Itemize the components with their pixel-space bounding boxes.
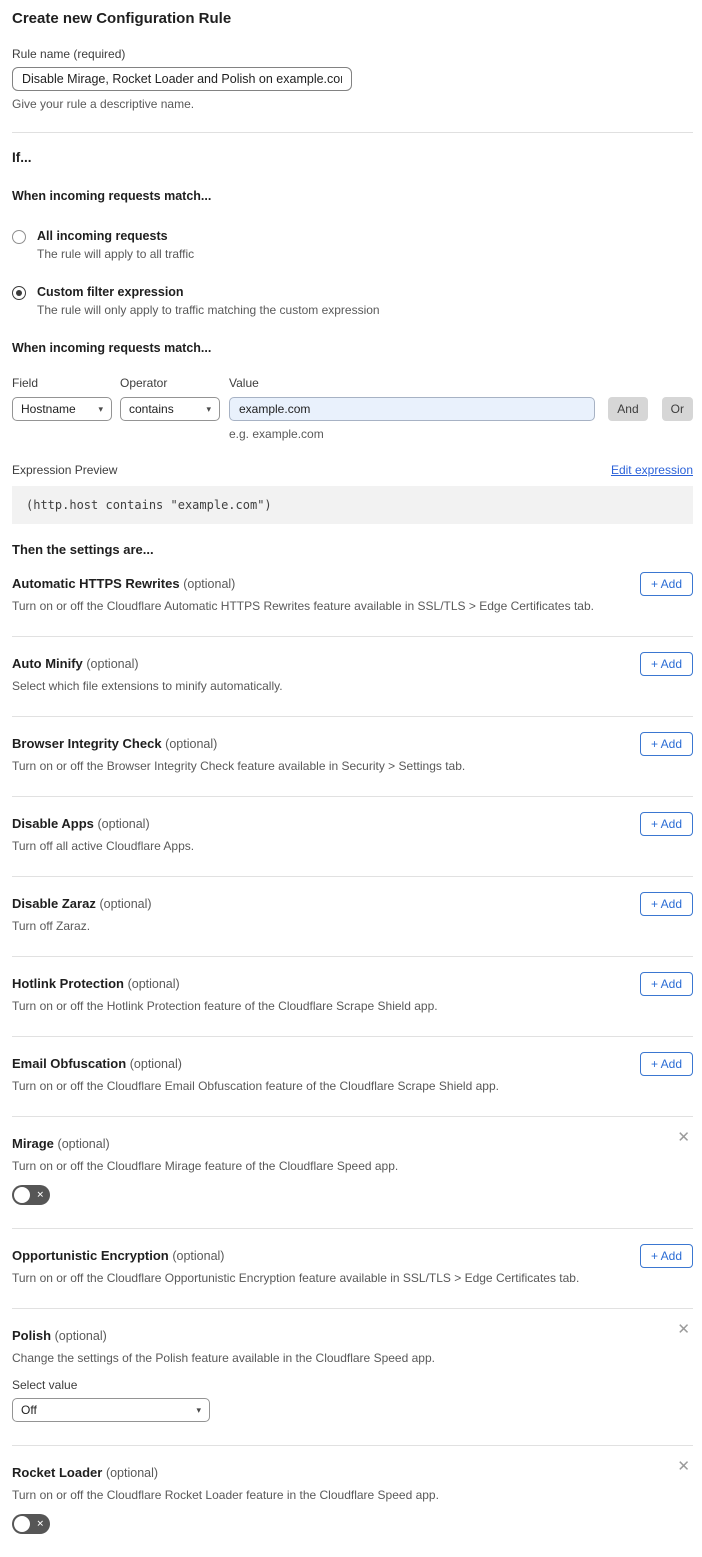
close-polish-button[interactable]: ✕ [677,1321,690,1338]
caret-down-icon: ▾ [196,1404,201,1415]
setting-automatic-https-rewrites [12,557,693,637]
radio-button-icon[interactable] [12,230,26,244]
setting-title: Polish [12,1328,52,1343]
setting-description: Turn on or off the Browser Integrity Check feature available in Security > Settings tab. [12,759,466,773]
setting-description: Turn on or off the Cloudflare Automatic HTTPS Rewrites feature available in SSL/TLS > Edge Certificates tab. [12,599,594,613]
setting-auto-minify [12,637,693,717]
field-label: Field [12,376,39,390]
setting-title: Rocket Loader [12,1465,103,1480]
setting-hotlink-protection [12,957,693,1037]
expression-preview-header [12,463,693,477]
and-button[interactable]: And [608,397,647,421]
setting-title: Email Obfuscation [12,1056,127,1071]
setting-title: Mirage [12,1136,54,1151]
setting-description: Turn off Zaraz. [12,919,91,933]
optional-label: (optional) [165,737,218,751]
setting-description: Turn on or off the Cloudflare Opportunistic Encryption feature available in SSL/TLS > Edge Certificates tab. [12,1271,580,1285]
add-hotlink-protection-button[interactable]: + Add [640,972,693,996]
setting-title: Opportunistic Encryption [12,1248,169,1263]
optional-label: (optional) [54,1329,107,1343]
setting-title: Automatic HTTPS Rewrites [12,576,180,591]
caret-down-icon: ▾ [206,403,211,414]
optional-label: (optional) [127,977,180,991]
optional-label: (optional) [183,577,236,591]
optional-label: (optional) [57,1137,110,1151]
polish-select-label: Select value [12,1378,78,1392]
optional-label: (optional) [105,1466,159,1480]
add-automatic-https-rewrites-button[interactable]: + Add [640,572,693,596]
polish-select-value: Off [21,1403,37,1417]
or-button[interactable]: Or [662,397,693,421]
toggle-knob [14,1516,30,1532]
setting-polish [12,1309,693,1446]
section-divider [12,132,693,133]
setting-description: Turn off all active Cloudflare Apps. [12,839,195,853]
setting-description: Change the settings of the Polish feature available in the Cloudflare Speed app. [12,1351,435,1365]
radio-label: Custom filter expression [37,285,184,299]
setting-title: Browser Integrity Check [12,736,162,751]
page-title: Create new Configuration Rule [12,10,232,27]
radio-button-icon[interactable] [12,286,26,300]
radio-description: The rule will apply to all traffic [37,247,195,261]
toggle-off-x-icon: ✕ [36,1189,44,1200]
setting-title: Hotlink Protection [12,976,124,991]
setting-title: Disable Apps [12,816,94,831]
then-settings-heading: Then the settings are... [12,542,154,557]
radio-all-incoming-requests[interactable] [12,229,693,261]
close-mirage-button[interactable]: ✕ [677,1129,690,1146]
setting-description: Turn on or off the Cloudflare Rocket Loader feature in the Cloudflare Speed app. [12,1488,439,1502]
toggle-off-x-icon: ✕ [36,1518,44,1529]
if-heading: If... [12,150,32,165]
add-opportunistic-encryption-button[interactable]: + Add [640,1244,693,1268]
setting-title: Disable Zaraz [12,896,96,911]
mirage-toggle[interactable] [12,1185,50,1205]
optional-label: (optional) [129,1057,182,1071]
optional-label: (optional) [97,817,150,831]
setting-description: Turn on or off the Hotlink Protection feature of the Cloudflare Scrape Shield app. [12,999,438,1013]
caret-down-icon: ▾ [98,403,103,414]
optional-label: (optional) [86,657,139,671]
rule-name-label: Rule name (required) [12,47,126,61]
operator-label: Operator [120,376,168,390]
builder-heading: When incoming requests match... [12,341,212,355]
setting-rocket-loader [12,1446,693,1557]
toggle-knob [14,1187,30,1203]
match-heading: When incoming requests match... [12,189,212,203]
operator-select[interactable] [120,397,220,421]
rule-name-input[interactable] [12,67,352,91]
setting-mirage [12,1117,693,1229]
value-input[interactable] [229,397,595,421]
optional-label: (optional) [99,897,152,911]
setting-disable-zaraz [12,877,693,957]
add-disable-zaraz-button[interactable]: + Add [640,892,693,916]
expression-preview-code: (http.host contains "example.com") [12,486,693,524]
field-select[interactable] [12,397,112,421]
value-hint: e.g. example.com [229,427,324,441]
setting-description: Turn on or off the Cloudflare Mirage feature of the Cloudflare Speed app. [12,1159,399,1173]
operator-select-value: contains [129,402,174,416]
close-rocket-loader-button[interactable]: ✕ [677,1458,690,1475]
setting-browser-integrity-check [12,717,693,797]
setting-title: Auto Minify [12,656,83,671]
add-email-obfuscation-button[interactable]: + Add [640,1052,693,1076]
add-browser-integrity-check-button[interactable]: + Add [640,732,693,756]
edit-expression-link[interactable]: Edit expression [610,463,693,477]
radio-description: The rule will only apply to traffic matching the custom expression [37,303,380,317]
setting-disable-apps [12,797,693,877]
add-auto-minify-button[interactable]: + Add [640,652,693,676]
setting-opportunistic-encryption [12,1229,693,1309]
expression-preview-label: Expression Preview [12,463,118,477]
radio-custom-filter-expression[interactable] [12,285,693,317]
setting-description: Turn on or off the Cloudflare Email Obfuscation feature of the Cloudflare Scrape Shield app. [12,1079,499,1093]
setting-description: Select which file extensions to minify automatically. [12,679,283,693]
setting-email-obfuscation [12,1037,693,1117]
rule-name-help: Give your rule a descriptive name. [12,97,195,111]
optional-label: (optional) [172,1249,225,1263]
radio-label: All incoming requests [37,229,168,243]
expression-builder-row [12,376,693,421]
add-disable-apps-button[interactable]: + Add [640,812,693,836]
request-match-radio-group [12,229,693,317]
value-label: Value [229,376,259,390]
field-select-value: Hostname [21,402,76,416]
rocket-loader-toggle[interactable] [12,1514,50,1534]
polish-value-select[interactable] [12,1398,210,1422]
